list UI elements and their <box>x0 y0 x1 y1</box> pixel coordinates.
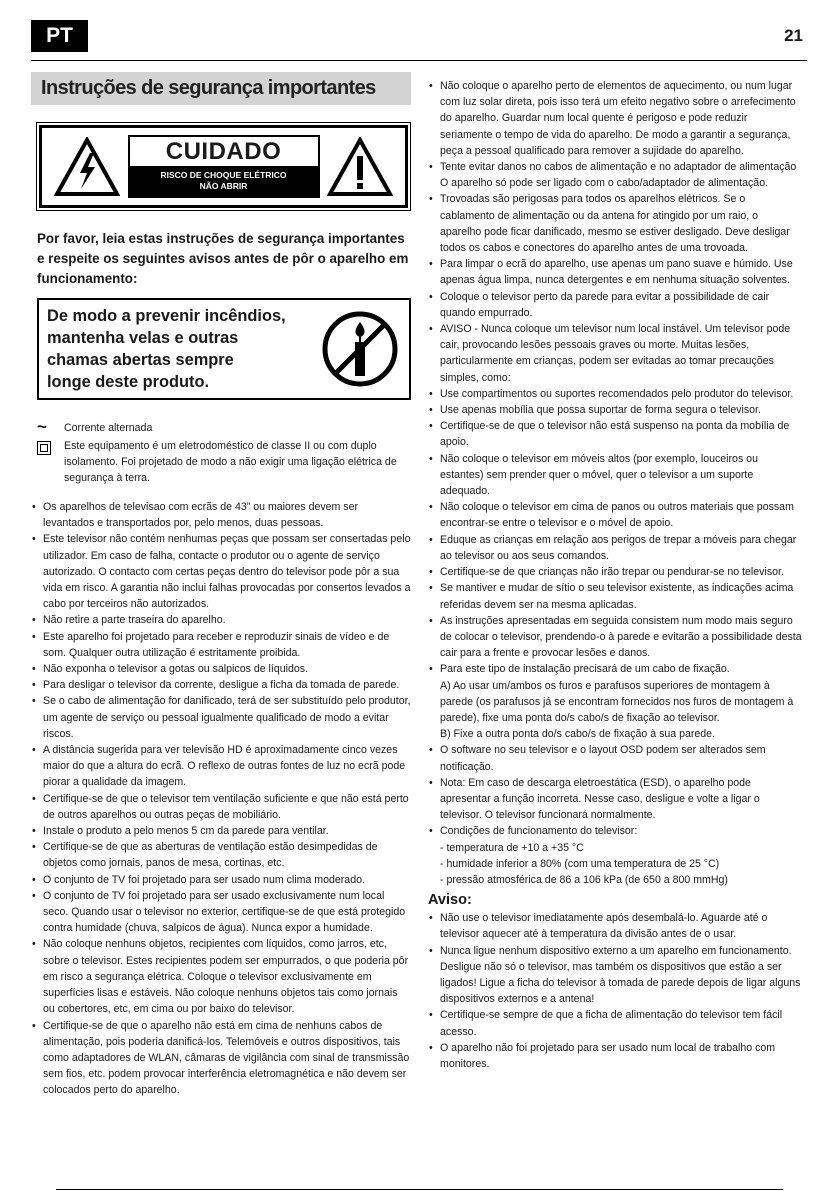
list-item: • Trovoadas são perigosas para todos os aparelhos elétricos. Se o cablamento de alimentação ou da antena for atingido por um raio, o aparelho pode ficar danificado, mesmo se estiver desligado. Deve desligar todos os cabos e conectores do aparelho antes de uma trovoada. <box>428 191 802 256</box>
list-item: • Tente evitar danos no cabos de alimentação e no adaptador de alimentação O aparelho só pode ser ligado com o cabo/adaptador de alimentação. <box>428 159 802 191</box>
list-item: • Para este tipo de instalação precisará de um cabo de fixação. A) Ao usar um/ambos os furos e parafusos superiores de montagem à parede (os parafusos já se encontram fornecidos nos furos de montagem à parede), fixe uma ponta do/s cabo/s de fixação ao televisor. B) Fixe a outra ponta do/s cabo/s de fixação à sua parede. <box>428 661 802 742</box>
exclamation-warning-icon <box>327 137 393 197</box>
language-badge: PT <box>31 20 88 52</box>
list-item: • Se o cabo de alimentação for danificado, terá de ser substituído pelo produtor, um agente de serviço ou pessoal igualmente qualificado de modo a evitar riscos. <box>31 693 411 742</box>
list-item: • Certifique-se de que o televisor não está suspenso na ponta da mobília de apoio. <box>428 418 802 450</box>
caution-title: CUIDADO <box>165 138 282 165</box>
read-instructions-text: Por favor, leia estas instruções de segurança importantes e respeite os seguintes avisos antes de pôr o aparelho em funcionamento: <box>37 231 409 286</box>
list-item: • Não coloque o televisor em cima de panos ou outros materiais que possam encontrar-se entre o televisor e o móvel de apoio. <box>428 499 802 531</box>
caution-label <box>39 125 408 208</box>
list-item: • Não coloque nenhuns objetos, recipientes com líquidos, como jarros, etc, sobre o televisor. Estes recipientes podem ser empurrados, o que poderia pôr em risco a segurança elétrica. Coloque o televisor exclusivamente em superfícies lisas e estáveis. Não coloque nenhuns objetos tais como jornais ou cobertores, etc, em cima ou por baixo do televisor. <box>31 936 411 1017</box>
list-item: • Nota: Em caso de descarga eletroestática (ESD), o aparelho pode apresentar a função incorreta. Nesse caso, desligue e volte a ligar o televisor. O televisor funcionará normalmente. <box>428 775 802 824</box>
list-item: • Não retire a parte traseira do aparelho. <box>31 612 411 628</box>
list-item: • Coloque o televisor perto da parede para evitar a possibilidade de cair quando empurrado. <box>428 289 802 321</box>
list-item: • Não coloque o televisor em móveis altos (por exemplo, louceiros ou estantes) sem prender quer o móvel, quer o televisor a um suporte adequado. <box>428 451 802 500</box>
symbols-list <box>31 417 411 486</box>
section-title: Instruções de segurança importantes <box>31 72 411 105</box>
warning-bullet-list <box>428 910 802 1072</box>
list-item: • Não exponha o televisor a gotas ou salpicos de líquidos. <box>31 661 411 677</box>
list-item: • Se mantiver e mudar de sítio o seu televisor existente, as indicações acima referidas devem ser na mesma aplicadas. <box>428 580 802 612</box>
list-item: • Instale o produto a pelo menos 5 cm da parede para ventilar. <box>31 823 411 839</box>
list-item: • O conjunto de TV foi projetado para ser usado exclusivamente num local seco. Quando usar o televisor no exterior, certifique-se de que está protegido contra humidade (chuva, salpicos de água). Nunca expor a humidade. <box>31 888 411 937</box>
list-item: • Certifique-se de que as aberturas de ventilação estão desimpedidas de objetos como jornais, panos de mesa, cortinas, etc. <box>31 839 411 871</box>
header-divider <box>31 60 807 61</box>
list-item: • Este televisor não contém nenhumas peças que possam ser consertadas pelo utilizador. Em caso de falha, contacte o produtor ou o agente de serviço autorizado. O contacto com certas peças dentro do televisor pode pôr a sua vida em risco. A garantia não inclui falhas provocadas por consertos levados a cabo por terceiros não autorizados. <box>31 531 411 612</box>
left-column <box>31 72 411 1099</box>
fire-warning-text: De modo a prevenir incêndios, mantenha velas e outras chamas abertas sempre longe deste produto. <box>47 307 286 391</box>
list-item: • Eduque as crianças em relação aos perigos de trepar a móveis para chegar ao televisor ou aos seus comandos. <box>428 532 802 564</box>
list-item: • O conjunto de TV foi projetado para ser usado num clima moderado. <box>31 872 411 888</box>
list-item: • A distância sugerida para ver televisão HD é aproximadamente cinco vezes maior do que a altura do ecrã. O reflexo de outras fontes de luz no ecrã pode piorar a qualidade da imagem. <box>31 742 411 791</box>
electric-shock-warning-icon <box>54 137 120 197</box>
list-item: • As instruções apresentadas em seguida consistem num modo mais seguro de colocar o televisor, prendendo-o à parede e evitarão a possibilidade desta cair para a frente e provocar lesões e danos. <box>428 613 802 662</box>
safety-bullet-list-right <box>428 78 802 888</box>
safety-bullet-list-left <box>31 499 411 1099</box>
fire-warning-box <box>37 298 411 400</box>
list-item: • Certifique-se sempre de que a ficha de alimentação do televisor tem fácil acesso. <box>428 1007 802 1039</box>
symbol-row <box>37 438 411 486</box>
list-item: • Condições de funcionamento do televisor: - temperatura de +10 a +35 °C - humidade inferior a 80% (com uma temperatura de 25 °C) - pressão atmosférica de 86 a 106 kPa (de 650 a 800 mmHg) <box>428 823 802 888</box>
list-item: • Certifique-se de que crianças não irão trepar ou pendurar-se no televisor. <box>428 564 802 580</box>
list-item: • Certifique-se de que o aparelho não está em cima de nenhuns cabos de alimentação, pois poderia danificá-los. Telemóveis e outros dispositivos, tais como adaptadores de WLAN, câmaras de vigilância com sinal de transmissão sem fios, etc. podem provocar interferência eletromagnética e não devem ser colocados perto do aparelho. <box>31 1018 411 1099</box>
list-item: • Use compartimentos ou suportes recomendados pelo produtor do televisor. <box>428 386 802 402</box>
right-column <box>428 78 802 1072</box>
symbol-description: Este equipamento é um eletrodoméstico de classe II ou com duplo isolamento. Foi projetado de modo a não exigir uma ligação elétrica de segurança à terra. <box>64 440 397 484</box>
warning-heading: Aviso: <box>428 892 472 909</box>
symbol-description: Corrente alternada <box>64 422 153 434</box>
list-item: • O software no seu televisor e o layout OSD podem ser alterados sem notificação. <box>428 742 802 774</box>
caution-subtitle: RISCO DE CHOQUE ELÉTRICO NÃO ABRIR <box>130 166 318 196</box>
alternating-current-icon: ~ <box>37 417 47 436</box>
double-insulation-icon <box>37 438 64 486</box>
list-item: • Este aparelho foi projetado para receber e reproduzir sinais de vídeo e de som. Qualquer outra utilização é estritamente proibida. <box>31 629 411 661</box>
list-item: • Para limpar o ecrã do aparelho, use apenas um pano suave e húmido. Use apenas água limpa, nunca detergentes e em nenhuma situação solventes. <box>428 256 802 288</box>
list-item: • Use apenas mobília que possa suportar de forma segura o televisor. <box>428 402 802 418</box>
caution-panel <box>128 135 320 198</box>
symbol-row <box>37 417 411 436</box>
list-item: • Certifique-se de que o televisor tem ventilação suficiente e que não está perto de outros aparelhos ou outras peças de mobiliário. <box>31 791 411 823</box>
list-item: • AVISO - Nunca coloque um televisor num local instável. Um televisor pode cair, provocando lesões pessoais graves ou morte. Muitas lesões, particularmente em crianças, podem ser evitadas ao tomar precauções simples, como: <box>428 321 802 386</box>
list-item: • Nunca ligue nenhum dispositivo externo a um aparelho em funcionamento. Desligue não só o televisor, mas também os dispositivos que estão a ser ligados! Ligue a ficha do televisor à tomada de parede depois de ligar alguns dispositivos externos e a antena! <box>428 943 802 1008</box>
list-item: • Não use o televisor imediatamente após desembalá-lo. Aguarde até o televisor aquecer até à temperatura da divisão antes de o usar. <box>428 910 802 942</box>
list-item: • Para desligar o televisor da corrente, desligue a ficha da tomada de parede. <box>31 677 411 693</box>
list-item: • Os aparelhos de televisao com ecrãs de 43” ou maiores devem ser levantados e transportados por, pelo menos, duas pessoas. <box>31 499 411 531</box>
no-open-flame-icon <box>321 310 399 388</box>
footer-divider <box>56 1189 783 1190</box>
page-number: 21 <box>784 26 803 45</box>
list-item: • Não coloque o aparelho perto de elementos de aquecimento, ou num lugar com luz solar direta, pois isso terá um efeito negativo sobre o arrefecimento do aparelho. Guardar num local quente é perigoso e pode reduzir seriamente o tempo de vida do aparelho. De modo a garantir a segurança, peça a pessoal qualificado para remover a sujidade do aparelho. <box>428 78 802 159</box>
list-item: • O aparelho não foi projetado para ser usado num local de trabalho com monitores. <box>428 1040 802 1072</box>
